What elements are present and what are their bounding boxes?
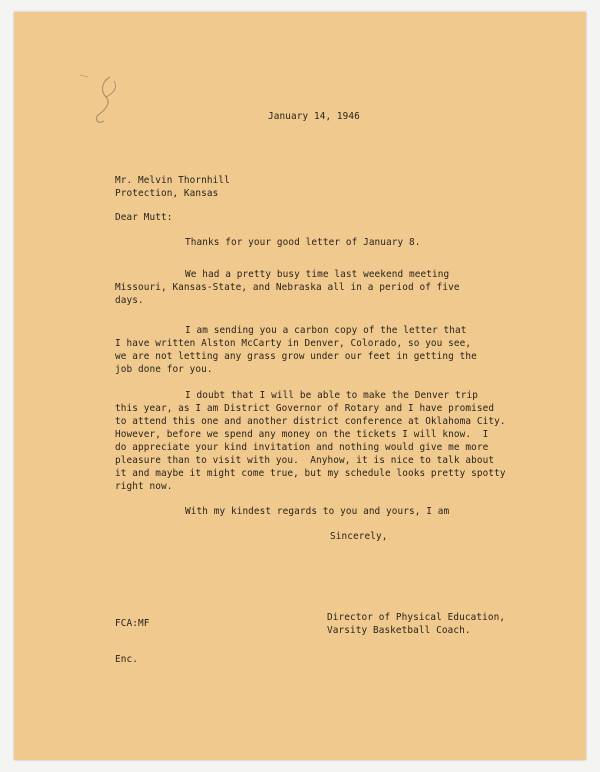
paragraph-line: I have written Alston McCarty in Denver, Colorado, so you see, bbox=[115, 338, 472, 349]
letter-page bbox=[14, 12, 586, 760]
paragraph-line: I doubt that I will be able to make the Denver trip bbox=[185, 390, 478, 401]
paragraph-line: we are not letting any grass grow under our feet in getting the bbox=[115, 351, 477, 362]
paragraph-line: do appreciate your kind invitation and nothing would give me more bbox=[115, 442, 489, 453]
paragraph-line: this year, as I am District Governor of Rotary and I have promised bbox=[115, 403, 495, 414]
recipient-name: Mr. Melvin Thornhill bbox=[115, 175, 230, 186]
paragraph-line: We had a pretty busy time last weekend meeting bbox=[185, 269, 450, 280]
paragraph-line: right now. bbox=[115, 481, 173, 492]
paragraph-line: I am sending you a carbon copy of the letter that bbox=[185, 325, 467, 336]
paragraph-line: it and maybe it might come true, but my schedule looks pretty spotty bbox=[115, 468, 506, 479]
signature-title-line: Varsity Basketball Coach. bbox=[327, 625, 471, 636]
recipient-location: Protection, Kansas bbox=[115, 188, 219, 199]
enclosure-note: Enc. bbox=[115, 654, 138, 665]
paragraph-line: to attend this one and another district conference at Oklahoma City. bbox=[115, 416, 506, 427]
closing: Sincerely, bbox=[330, 531, 388, 542]
paragraph-line: days. bbox=[115, 295, 144, 306]
pencil-mark-icon bbox=[76, 67, 136, 137]
letter-date: January 14, 1946 bbox=[268, 111, 360, 122]
salutation: Dear Mutt: bbox=[115, 212, 173, 223]
paragraph-line: Thanks for your good letter of January 8. bbox=[185, 237, 421, 248]
paragraph-line: However, before we spend any money on the tickets I will know. I bbox=[115, 429, 489, 440]
paragraph-line: With my kindest regards to you and yours, I am bbox=[185, 506, 450, 517]
paragraph-line: job done for you. bbox=[115, 364, 213, 375]
paragraph-line: Missouri, Kansas-State, and Nebraska all in a period of five bbox=[115, 282, 460, 293]
signature-title-line: Director of Physical Education, bbox=[327, 612, 506, 623]
paragraph-line: pleasure than to visit with you. Anyhow, it is nice to talk about bbox=[115, 455, 495, 466]
typist-initials: FCA:MF bbox=[115, 618, 150, 629]
